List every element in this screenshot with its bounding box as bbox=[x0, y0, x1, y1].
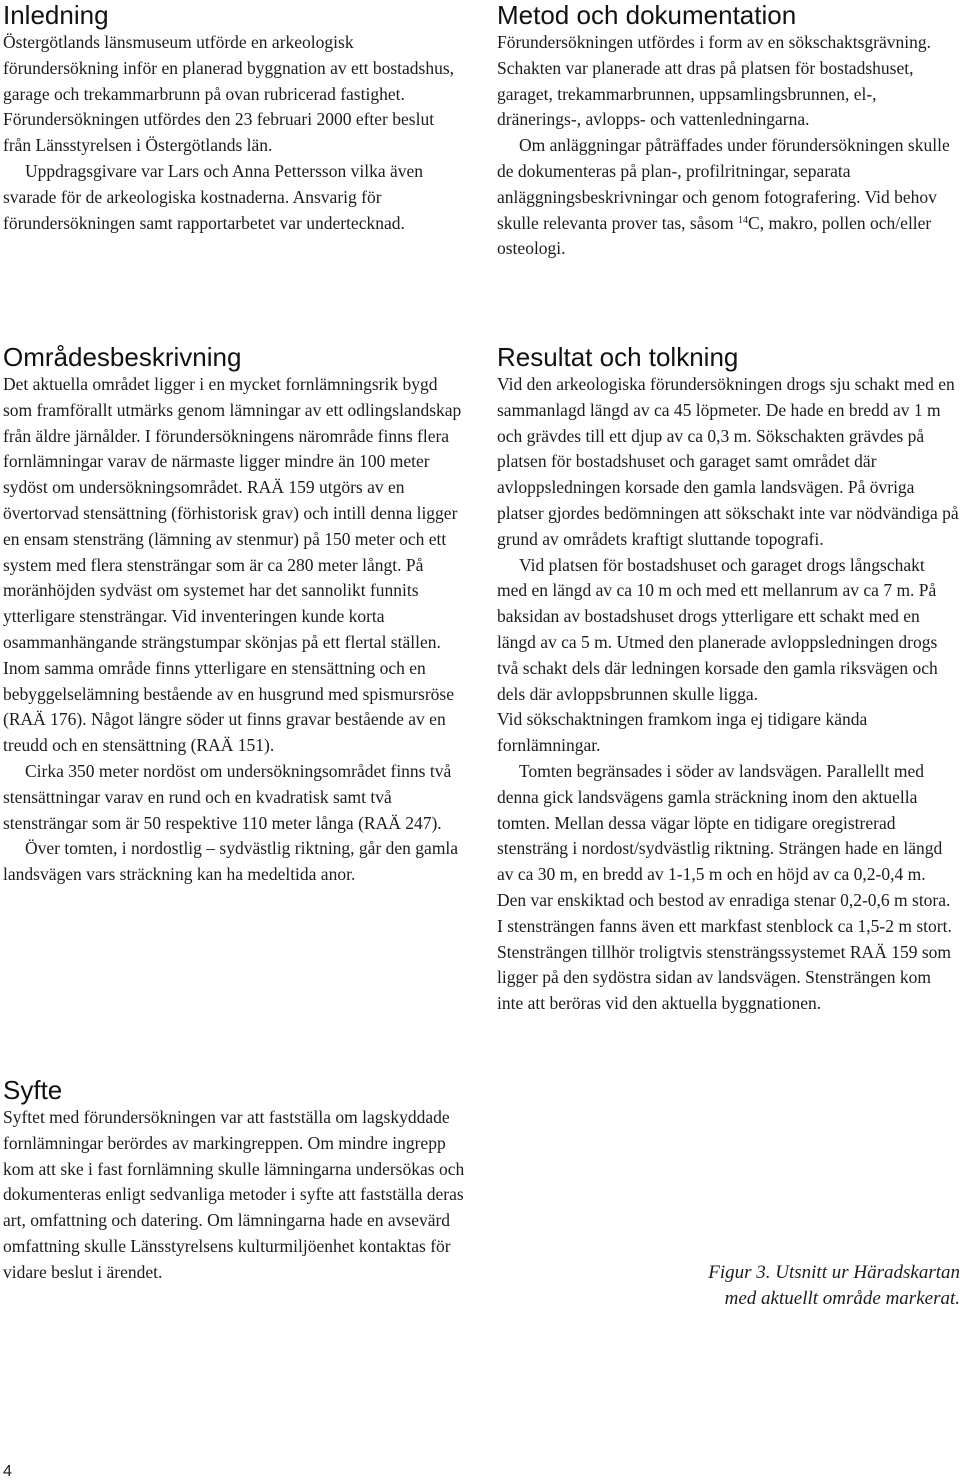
paragraph-omrade-1: Det aktuella området ligger i en mycket fornlämningsrik bygd som framförallt utmärks genom lämningar av ett odlingslandskap från äldre järnålder. I förundersökningens närområde finns flera fornlämningar varav de närmaste ligger mindre än 100 meter sydöst om undersökningsområdet. RAÄ 159 utgörs av en övertorvad stensättning (förhistorisk grav) och intill denna ligger en ensam stensträng (lämning av stenmur) på 150 meter och ett system med flera stensträngar som är ca 280 meter långt. På moränhöjden sydväst om systemet har det sannolikt funnits ytterligare stensträngar. Vid inventeringen kunde korta osammanhängande strängstumpar skönjas på ett flertal ställen. Inom samma område finns ytterligare en stensättning och en bebyggelselämning bestående av en husgrund med spismursröse (RAÄ 176). Något längre söder ut finns gravar bestående av en treudd och en stensättning (RAÄ 151). bbox=[3, 374, 462, 756]
paragraph-syfte-1: Syftet med förundersökningen var att fastställa om lagskyddade fornlämningar berördes av markingreppen. Om mindre ingrepp kom att ske i fast fornlämning skulle lämningarna undersökas och dokumenteras enligt sedvanliga metoder i syfte att fastställa deras art, omfattning och datering. Om lämningarna hade en avsevärd omfattning skulle Länsstyrelsens kulturmiljöenhet kontaktas för vidare beslut i ärendet. bbox=[3, 1107, 465, 1282]
heading-syfte: Syfte bbox=[3, 1075, 63, 1105]
paragraph-metod-2 bbox=[497, 133, 959, 262]
paragraph-omrade-3: Över tomten, i nordostlig – sydvästlig riktning, går den gamla landsvägen vars sträckning kan ha medeltida anor. bbox=[3, 838, 459, 885]
section-metod bbox=[497, 0, 959, 262]
page-number: 4 bbox=[3, 1463, 12, 1480]
heading-omradesbeskrivning: Områdesbeskrivning bbox=[3, 342, 242, 372]
figure-caption-line-1: Figur 3. Utsnitt ur Häradskartan bbox=[708, 1262, 960, 1283]
paragraph-resultat-1: Vid den arkeologiska förundersökningen drogs sju schakt med en sammanlagd längd av ca 45 löpmeter. De hade en bredd av 1 m och grävdes till ett djup av ca 0,3 m. Sökschakten grävdes på platsen för bostadshuset och garaget samt området där avloppsledningen korsade den gamla landsvägen. På övriga platser gjordes bedömningen att sökschakt inte var nödvändiga på grund av områdets kraftigt sluttande topografi. bbox=[497, 374, 959, 549]
paragraph-metod-1: Förundersökningen utfördes i form av en sökschaktsgrävning. Schakten var planerade att dras på platsen för bostadshuset, garaget, trekammarbrunnen, uppsamlingsbrunnen, el-, dränerings-, avlopps- och vattenledningarna. bbox=[497, 32, 932, 130]
paragraph-resultat-4: Tomten begränsades i söder av landsvägen. Parallellt med denna gick landsvägens gamla sträckning inom den aktuella tomten. Mellan dessa vägar löpte en tidigare oregistrerad stensträng i nordost/sydvästlig riktning. Strängen hade en längd av ca 30 m, en bredd av 1-1,5 m och en höjd av ca 0,2-0,4 m. Den var enskiktad och bestod av enradiga stenar 0,2-0,6 m stora. I stensträngen fanns även ett markfast stenblock ca 1,5-2 m stort. Stensträngen tillhör troligtvis stensträngssystemet RAÄ 159 som ligger på den sydöstra sidan av landsvägen. Stensträngen kom inte att beröras vid den aktuella byggnationen. bbox=[497, 760, 952, 1014]
metod-2-tail: C, makro, pollen och/eller osteologi. bbox=[497, 212, 932, 259]
section-resultat bbox=[497, 342, 959, 1017]
carbon-14-superscript: 14 bbox=[738, 214, 749, 226]
paragraph-inledning-2: Uppdragsgivare var Lars och Anna Pettersson vilka även svarade för de arkeologiska kostnaderna. Ansvarig för förundersökningen samt rapportarbetet var undertecknad. bbox=[3, 160, 424, 233]
paragraph-inledning-1: Östergötlands länsmuseum utförde en arkeologisk förundersökning inför en planerad byggnation av ett bostadshus, garage och trekammarbrunn på ovan rubricerad fastighet. Förundersökningen utfördes den 23 februari 2000 efter beslut från Länsstyrelsen i Östergötlands län. bbox=[3, 32, 455, 156]
heading-metod: Metod och dokumentation bbox=[497, 0, 797, 30]
section-inledning bbox=[3, 0, 465, 236]
section-syfte bbox=[3, 1075, 465, 1286]
paragraph-resultat-2: Vid platsen för bostadshuset och garaget drogs långschakt med en längd av ca 10 m och med ett mellanrum av ca 7 m. På baksidan av bostadshuset drogs ytterligare ett schakt med en längd av ca 5 m. Utmed den planerade avloppsledningen drogs två schakt dels där ledningen korsade den gamla riksvägen och dels där avloppsbrunnen skulle ligga. bbox=[497, 554, 938, 704]
metod-2-text: Om anläggningar påträffades under förundersökningen skulle de dokumenteras på plan-, profilritningar, separata anläggningsbeskrivningar och genom fotografering. Vid behov skulle relevanta prover tas, såsom bbox=[497, 135, 950, 233]
heading-inledning: Inledning bbox=[3, 0, 109, 30]
paragraph-omrade-2: Cirka 350 meter nordöst om undersökningsområdet finns två stensättningar varav en rund och en kvadratisk samt två stensträngar som är 50 respektive 110 meter långa (RAÄ 247). bbox=[3, 760, 452, 833]
figure-caption bbox=[640, 1260, 960, 1312]
section-omradesbeskrivning bbox=[3, 342, 465, 888]
paragraph-resultat-3: Vid sökschaktningen framkom inga ej tidigare kända fornlämningar. bbox=[497, 709, 868, 756]
heading-resultat: Resultat och tolkning bbox=[497, 342, 739, 372]
figure-caption-line-2: med aktuellt område markerat. bbox=[724, 1288, 960, 1309]
